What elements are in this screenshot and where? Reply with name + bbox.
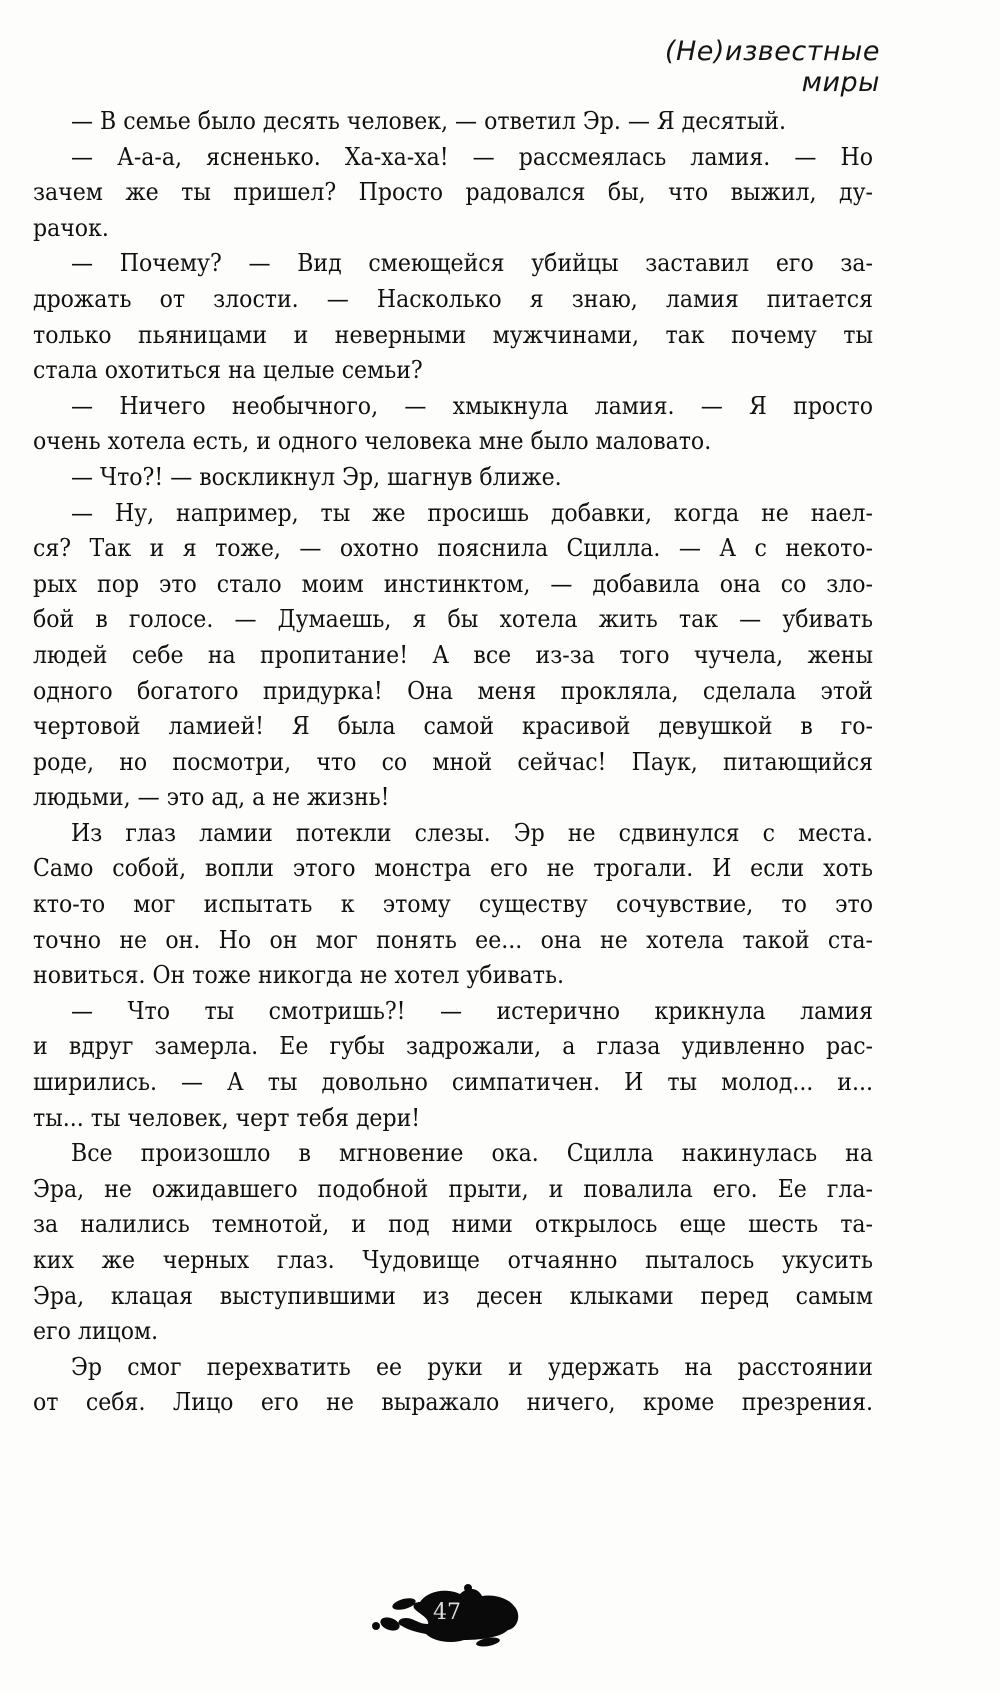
text-line: новиться. Он тоже никогда не хотел убивать.: [33, 960, 564, 990]
text-line: людей себе на пропитание! А все из-за того чучела, жены: [33, 639, 873, 669]
text-line: — Ничего необычного, — хмыкнула ламия. — Я просто: [71, 390, 873, 420]
text-line: роде, но посмотри, что со мной сейчас! Паук, питающийся: [33, 746, 873, 776]
text-line: Само собой, вопли этого монстра его не трогали. И если хоть: [33, 853, 873, 883]
text-line: за налились темнотой, и под ними открылось еще шесть та-: [33, 1209, 873, 1239]
text-line: точно не он. Но он мог понять ее... она не хотела такой ста-: [33, 924, 873, 954]
text-line: — Что ты смотришь?! — истерично крикнула ламия: [71, 995, 873, 1025]
text-line: ты... ты человек, черт тебя дери!: [33, 1102, 421, 1132]
text-line: — В семье было десять человек, — ответил Эр. — Я десятый.: [71, 106, 786, 135]
text-line: одного богатого придурка! Она меня прокляла, сделала этой: [33, 675, 873, 705]
text-line: ся? Так и я тоже, — охотно пояснила Сцилла. — А с некото-: [33, 533, 873, 563]
text-line: Эра, клацая выступившими из десен клыками перед самым: [33, 1280, 873, 1310]
page-body-text: [33, 103, 873, 1420]
text-line: от себя. Лицо его не выражало ничего, кроме презрения.: [33, 1387, 873, 1417]
text-line: Эр смог перехватить ее руки и удержать на расстоянии: [71, 1351, 873, 1381]
text-line: рых пор это стало моим инстинктом, — добавила она со зло-: [33, 568, 873, 598]
page-number-badge: [368, 1584, 508, 1648]
text-line: ширились. — А ты довольно симпатичен. И ты молод... и...: [33, 1067, 873, 1097]
text-line: — Почему? — Вид смеющейся убийцы заставил его за-: [71, 248, 873, 278]
text-line: кто-то мог испытать к этому существу сочувствие, то это: [33, 889, 873, 919]
text-line: очень хотела есть, и одного человека мне было маловато.: [33, 426, 712, 456]
text-line: и вдруг замерла. Ее губы задрожали, а глаза удивленно рас-: [33, 1031, 873, 1061]
text-line: — Что?! — воскликнул Эр, шагнув ближе.: [71, 461, 562, 491]
text-line: ких же черных глаз. Чудовище отчаянно пыталось укусить: [33, 1245, 873, 1274]
text-line: чертовой ламией! Я была самой красивой девушкой в го-: [33, 711, 873, 741]
text-line: Все произошло в мгновение ока. Сцилла накинулась на: [71, 1138, 873, 1168]
text-line: стала охотиться на целые семьи?: [33, 355, 423, 385]
text-line: Из глаз ламии потекли слезы. Эр не сдвинулся с места.: [71, 817, 873, 847]
text-line: — Ну, например, ты же просишь добавки, когда не наел-: [71, 497, 873, 527]
text-line: зачем же ты пришел? Просто радовался бы, что выжил, ду-: [33, 177, 873, 207]
text-line: — А-а-а, ясненько. Ха-ха-ха! — рассмеялась ламия. — Но: [71, 141, 873, 171]
text-line: рачок.: [33, 212, 109, 242]
text-line: дрожать от злости. — Насколько я знаю, ламия питается: [33, 283, 873, 313]
text-line: бой в голосе. — Думаешь, я бы хотела жить так — убивать: [33, 604, 873, 634]
running-title: (Не)известные миры: [664, 36, 880, 98]
text-line: его лицом.: [33, 1316, 159, 1346]
text-line: людьми, — это ад, а не жизнь!: [33, 782, 390, 812]
text-line: Эра, не ожидавшего подобной прыти, и повалила его. Ее гла-: [33, 1173, 873, 1203]
text-line: только пьяницами и неверными мужчинами, так почему ты: [33, 319, 873, 349]
page-number: 47: [433, 1600, 461, 1625]
